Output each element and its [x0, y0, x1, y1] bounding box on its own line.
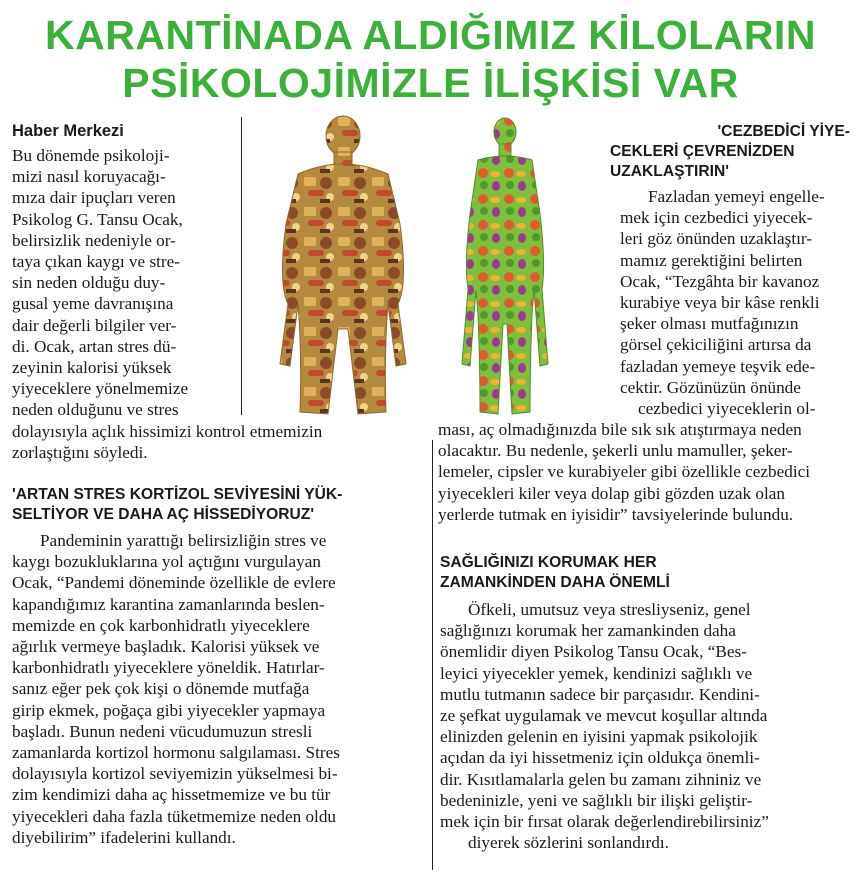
vegetable-body-figure — [450, 114, 560, 420]
section2-line: mamız gerektiğini belirten — [620, 250, 803, 270]
section1-line: diyebilirim” ifadelerini kullandı. — [12, 827, 236, 847]
section1-text — [12, 530, 430, 848]
intro-line: Psikolog G. Tansu Ocak, — [12, 209, 183, 229]
section1-line: zamanlarda kortizol hormonu salgılaması. Stres — [12, 743, 340, 763]
section2-line: görsel çekiciliğini artırsa da — [620, 335, 812, 355]
intro-line: neden olduğunu ve stres — [12, 400, 179, 420]
section3-line: dir. Kısıtlamalarla gelen bu zamanı zihniniz ve — [440, 769, 762, 789]
section2-line: kurabiye veya bir kâse renkli — [620, 293, 820, 313]
section2-heading-line: 'CEZBEDİCİ YİYE- — [717, 123, 850, 140]
section1-line: zim kendimizi daha aç hissetmemize ve bu tür — [12, 785, 331, 805]
section2-line: yerlerde tutmak en iyisidir” tavsiyelerinde bulundu. — [438, 504, 794, 524]
intro-line: zeyinin kalorisi yüksek — [12, 358, 172, 378]
section1-line: sanız eğer pek çok kişi o dönemde mutfağa — [12, 679, 310, 699]
section2-heading — [610, 122, 850, 182]
section3-heading — [440, 553, 850, 593]
section1-line: başladı. Bunun nedeni vücudumuzun stresli — [12, 721, 313, 741]
section1-line: kaygı bozukluklarına yol açtığını vurgulayan — [12, 552, 321, 572]
section3-line: elinizden gelenin en iyisini yapmak psikolojik — [440, 727, 758, 747]
section2-line: ması, aç olmadığınızda bile sık sık atıştırmaya neden — [438, 420, 802, 439]
section2-line: yiyecekleri kiler veya dolap gibi gözden uzak olan — [438, 483, 785, 503]
section3-line: Öfkeli, umutsuz veya stresliyseniz, genel — [468, 600, 751, 619]
section1-line: kapandığımız karantina zamanlarında beslen- — [12, 594, 325, 614]
section2-line: fazladan yemeye teşvik ede- — [620, 356, 816, 376]
byline — [12, 121, 124, 141]
section3-line: mek için bir fırsat olarak değerlendirebilirsiniz” — [440, 812, 769, 832]
section2-line: cektir. Gözünüzün önünde — [620, 377, 801, 397]
section2-line: şeker olması mutfağınızın — [620, 314, 799, 334]
vegetable-body-silhouette — [462, 118, 548, 414]
intro-text-wide — [12, 421, 432, 463]
column-divider-lower — [432, 440, 433, 870]
section3-heading-line: ZAMANKİNDEN DAHA ÖNEMLİ — [440, 574, 670, 591]
section1-heading-line: SELTİYOR VE DAHA AÇ HİSSEDİYORUZ' — [12, 506, 315, 523]
section3-line: leyici yiyecekler yemek, kendinizi sağlıklı ve — [440, 663, 753, 683]
section2-line: mek için cezbedici yiyecek- — [620, 208, 813, 228]
section3-line: bedeninizle, yeni ve sağlıklı bir ilişki geliştir- — [440, 790, 753, 810]
intro-line: gusal yeme davranışına — [12, 294, 174, 314]
section2-line: cezbedici yiyeceklerin ol- — [638, 399, 816, 419]
intro-line: mıza dair ipuçları veren — [12, 188, 176, 208]
section3-line: ze şefkat uygulamak ve mevcut koşullar altında — [440, 706, 768, 726]
junk-body-silhouette — [280, 116, 406, 414]
section1-line: memizde en çok karbonhidratlı yiyeceklere — [12, 615, 310, 635]
intro-line: zorlaştığını söyledi. — [12, 443, 148, 463]
intro-line: sin neden olduğu duy- — [12, 273, 166, 293]
intro-line: dair değerli bilgiler ver- — [12, 315, 177, 335]
intro-line: belirsizlik nedeniyle or- — [12, 230, 176, 250]
section2-line: olacaktır. Bu nedenle, şekerli unlu mamuller, şeker- — [438, 441, 793, 461]
section3-line: sağlığınızı korumak her zamankinden daha — [440, 621, 736, 641]
section2-text-wide — [438, 419, 853, 525]
section1-line: Pandeminin yarattığı belirsizliğin stres ve — [40, 531, 327, 550]
section3-line: diyerek sözlerini sonlandırdı. — [468, 833, 669, 853]
section1-line: karbonhidratlı yiyeceklere yöneldik. Hatırlar- — [12, 658, 325, 678]
section2-line: lemeler, cipsler ve kurabiyeler gibi özellikle cezbedici — [438, 462, 811, 482]
intro-line: dolayısıyla açlık hissimizi kontrol etmemizin — [12, 422, 323, 441]
section3-line: açıdan da iyi hissetmeniz için oldukça önemli- — [440, 748, 760, 768]
section1-heading-line: 'ARTAN STRES KORTİZOL SEVİYESİNİ YÜK- — [12, 486, 343, 503]
section1-heading — [12, 485, 432, 525]
junk-food-body-figure — [268, 114, 418, 420]
section1-line: yiyecekleri daha fazla tüketmemize neden oldu — [12, 806, 337, 826]
intro-line: Bu dönemde psikoloji- — [12, 146, 170, 165]
headline-line-1: KARANTİNADA ALDIĞIMIZ KİLOLARIN — [45, 12, 816, 58]
section2-line: Fazladan yemeyi engelle- — [648, 187, 825, 206]
section3-line: önemlidir diyen Psikolog Tansu Ocak, “Bes- — [440, 642, 747, 662]
section1-line: Ocak, “Pandemi döneminde özellikle de evlere — [12, 573, 336, 593]
section2-line: Ocak, “Tezgâhta bir kavanoz — [620, 271, 820, 291]
intro-line: mizi nasıl koruyacağı- — [12, 167, 166, 187]
section2-text — [620, 186, 852, 419]
byline-text: Haber Merkezi — [12, 122, 124, 140]
column-divider — [241, 117, 242, 415]
headline-line-2: PSİKOLOJİMİZLE İLİŞKİSİ VAR — [122, 60, 739, 106]
section2-line: leri göz önünden uzaklaştır- — [620, 229, 812, 249]
section1-line: ağırlık vermeye başladık. Kalorisi yüksek ve — [12, 637, 320, 657]
intro-line: yiyeceklere yönelmemize — [12, 379, 189, 399]
section3-heading-line: SAĞLIĞINIZI KORUMAK HER — [440, 554, 657, 571]
section1-line: dolayısıyla kortizol seviyemizin yükselmesi bi- — [12, 764, 338, 784]
intro-line: di. Ocak, artan stres dü- — [12, 336, 177, 356]
intro-text — [12, 145, 240, 421]
section1-line: girip ekmek, poğaça gibi yiyecekler yapmaya — [12, 700, 326, 720]
intro-line: taya çıkan kaygı ve stre- — [12, 252, 180, 272]
section2-heading-line: UZAKLAŞTIRIN' — [610, 163, 729, 180]
section3-line: mutlu tutmanın sadece bir parçasıdır. Kendini- — [440, 684, 760, 704]
section3-text — [440, 599, 852, 853]
section2-heading-line: CEKLERİ ÇEVRENİZDEN — [610, 143, 795, 160]
